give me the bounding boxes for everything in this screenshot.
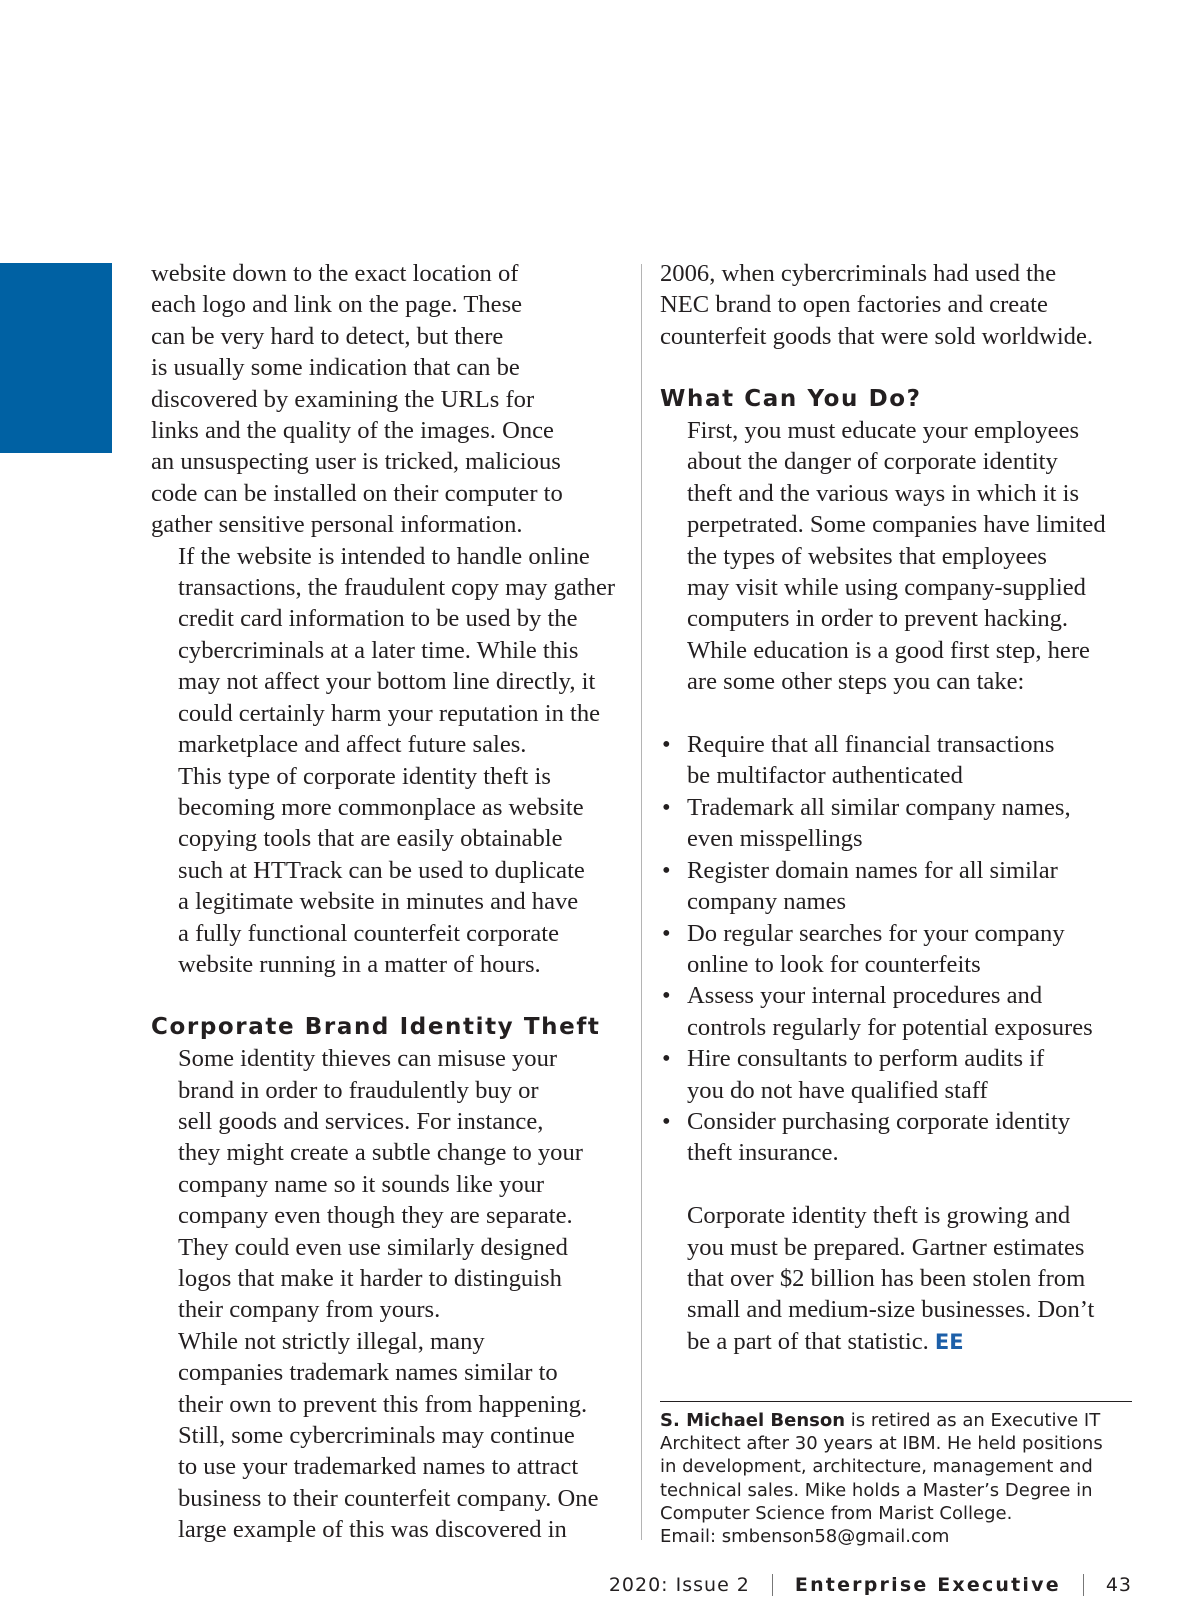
spacer: [151, 980, 627, 1011]
heading-corporate-brand-identity-theft: Corporate Brand Identity Theft: [151, 1013, 601, 1040]
text-line: Assess your internal procedures and: [687, 982, 1043, 1010]
text-line: may not affect your bottom line directly, it: [178, 668, 596, 696]
text-line: Register domain names for all similar: [687, 856, 1058, 884]
text-line: you do not have qualified staff: [687, 1076, 988, 1104]
right-column: [660, 258, 1140, 1358]
text-line: Do regular searches for your company: [687, 919, 1065, 947]
text-line: First, you must educate your employees: [687, 417, 1080, 445]
page-footer: [609, 1573, 1132, 1597]
spacer: [660, 698, 1140, 729]
text-line: a fully functional counterfeit corporate: [178, 919, 560, 947]
text-line: 2006, when cybercriminals had used the: [660, 260, 1057, 287]
text-line: brand in order to fraudulently buy or: [178, 1076, 539, 1104]
text-line: an unsuspecting user is tricked, malicious: [151, 448, 561, 476]
text-line: cybercriminals at a later time. While this: [178, 636, 579, 664]
text-line: company names: [687, 888, 847, 916]
text-line: about the danger of corporate identity: [687, 448, 1058, 476]
ee-end-mark-icon: EE: [934, 1329, 964, 1354]
text-line: website down to the exact location of: [151, 260, 519, 287]
bullet-icon: •: [662, 919, 671, 947]
list-item: [660, 980, 1140, 1043]
page-number: 43: [1105, 1574, 1132, 1596]
text-line: logos that make it harder to distinguish: [178, 1264, 562, 1292]
text-line: links and the quality of the images. Once: [151, 417, 554, 445]
text-line: becoming more commonplace as website: [178, 793, 584, 821]
text-line: such at HTTrack can be used to duplicate: [178, 856, 585, 884]
text-line: in development, architecture, management and: [660, 1456, 1093, 1478]
list-item: [660, 855, 1140, 918]
text-line: Still, some cybercriminals may continue: [178, 1422, 575, 1450]
text-line: While education is a good first step, here: [687, 636, 1090, 664]
text-line: be a part of that statistic. EE: [687, 1327, 964, 1355]
text-line: transactions, the fraudulent copy may gather: [178, 574, 616, 602]
bio-lines: [660, 1432, 1140, 1548]
spacer: [660, 1169, 1140, 1200]
spacer: [660, 352, 1140, 383]
list-item: [660, 1106, 1140, 1169]
text-line: marketplace and affect future sales.: [178, 731, 527, 759]
text-line: you must be prepared. Gartner estimates: [687, 1233, 1085, 1261]
text-line: discovered by examining the URLs for: [151, 385, 535, 413]
text-line: theft insurance.: [687, 1139, 839, 1167]
text-line: business to their counterfeit company. One: [178, 1484, 599, 1512]
text-line: copying tools that are easily obtainable: [178, 825, 563, 853]
bullet-icon: •: [662, 982, 671, 1010]
text-line: they might create a subtle change to your: [178, 1139, 583, 1167]
bio-first-line: [660, 1409, 1140, 1432]
text-line: Some identity thieves can misuse your: [178, 1045, 558, 1073]
text-line: theft and the various ways in which it is: [687, 479, 1080, 507]
text-line: company name so it sounds like your: [178, 1170, 545, 1198]
text-line: Hire consultants to perform audits if: [687, 1045, 1045, 1073]
text-line: can be very hard to detect, but there: [151, 322, 504, 350]
text-line: Require that all financial transactions: [687, 731, 1055, 759]
section-color-tab: [0, 263, 112, 453]
text-line: the types of websites that employees: [687, 542, 1047, 570]
text-line: credit card information to be used by the: [178, 605, 578, 633]
text-line: website running in a matter of hours.: [178, 950, 541, 978]
text-line: that over $2 billion has been stolen from: [687, 1264, 1086, 1292]
text-line: Email: smbenson58@gmail.com: [660, 1526, 950, 1548]
bullet-icon: •: [662, 856, 671, 884]
text-line: a legitimate website in minutes and have: [178, 888, 579, 916]
left-column: [151, 258, 627, 1546]
paragraph-httrack: [151, 761, 627, 981]
bullet-icon: •: [662, 793, 671, 821]
issue-label: 2020: Issue 2: [608, 1574, 750, 1596]
paragraph-educate-employees: [660, 415, 1140, 698]
text-line: sell goods and services. For instance,: [178, 1107, 544, 1135]
text-line: Consider purchasing corporate identity: [687, 1107, 1071, 1135]
bullet-icon: •: [662, 1045, 671, 1073]
bio-divider: [660, 1401, 1132, 1402]
author-name: S. Michael Benson: [660, 1410, 846, 1431]
list-item: [660, 1043, 1140, 1106]
text-line: Trademark all similar company names,: [687, 793, 1071, 821]
footer-separator: [772, 1574, 773, 1596]
text-line: company even though they are separate.: [178, 1202, 573, 1230]
steps-bullet-list: [660, 729, 1140, 1169]
bullet-icon: •: [662, 731, 671, 759]
text-line: to use your trademarked names to attract: [178, 1453, 579, 1481]
text-line: technical sales. Mike holds a Master’s Degree in: [660, 1479, 1093, 1501]
text-line: small and medium-size businesses. Don’t: [687, 1296, 1095, 1324]
text-line: Corporate identity theft is growing and: [687, 1202, 1071, 1230]
heading-what-can-you-do: What Can You Do?: [660, 385, 922, 412]
text-line: computers in order to prevent hacking.: [687, 605, 1069, 633]
author-bio: [660, 1409, 1140, 1548]
text-line: are some other steps you can take:: [687, 668, 1025, 696]
paragraph-trademark-names: [151, 1326, 627, 1546]
text-line: companies trademark names similar to: [178, 1359, 558, 1387]
text-line: While not strictly illegal, many: [178, 1327, 485, 1355]
paragraph-nec-example: [660, 258, 1140, 352]
text-line: perpetrated. Some companies have limited: [687, 511, 1106, 539]
paragraph-online-transactions: [151, 541, 627, 761]
text-line: is usually some indication that can be: [151, 354, 520, 382]
text-line: They could even use similarly designed: [178, 1233, 568, 1261]
text-line: their own to prevent this from happening.: [178, 1390, 588, 1418]
text-line: Computer Science from Marist College.: [660, 1502, 1013, 1524]
magazine-title: Enterprise Executive: [794, 1574, 1061, 1596]
text-line: may visit while using company-supplied: [687, 574, 1086, 602]
text-line: NEC brand to open factories and create: [660, 291, 1048, 319]
text-line: controls regularly for potential exposures: [687, 1013, 1093, 1041]
text-line: This type of corporate identity theft is: [178, 762, 551, 790]
text-line: gather sensitive personal information.: [151, 511, 523, 539]
text-line: even misspellings: [687, 825, 863, 853]
text-line: each logo and link on the page. These: [151, 291, 523, 319]
bio-text: is retired as an Executive IT: [845, 1410, 1101, 1431]
text-line: could certainly harm your reputation in the: [178, 699, 601, 727]
list-item: [660, 918, 1140, 981]
footer-separator: [1083, 1574, 1084, 1596]
paragraph-website-copy: [151, 258, 627, 541]
text-line: large example of this was discovered in: [178, 1516, 567, 1544]
text-line: counterfeit goods that were sold worldwide.: [660, 322, 1094, 350]
text-line: Architect after 30 years at IBM. He held positions: [660, 1433, 1103, 1455]
list-item: [660, 729, 1140, 792]
text-line: their company from yours.: [178, 1296, 441, 1324]
paragraph-brand-misuse: [151, 1043, 627, 1326]
list-item: [660, 792, 1140, 855]
text-line: If the website is intended to handle online: [178, 542, 590, 570]
text-line: code can be installed on their computer to: [151, 479, 563, 507]
text-line: be multifactor authenticated: [687, 762, 963, 790]
text-line: online to look for counterfeits: [687, 950, 981, 978]
column-divider: [641, 264, 642, 1540]
bullet-icon: •: [662, 1107, 671, 1135]
paragraph-conclusion: [660, 1200, 1140, 1358]
